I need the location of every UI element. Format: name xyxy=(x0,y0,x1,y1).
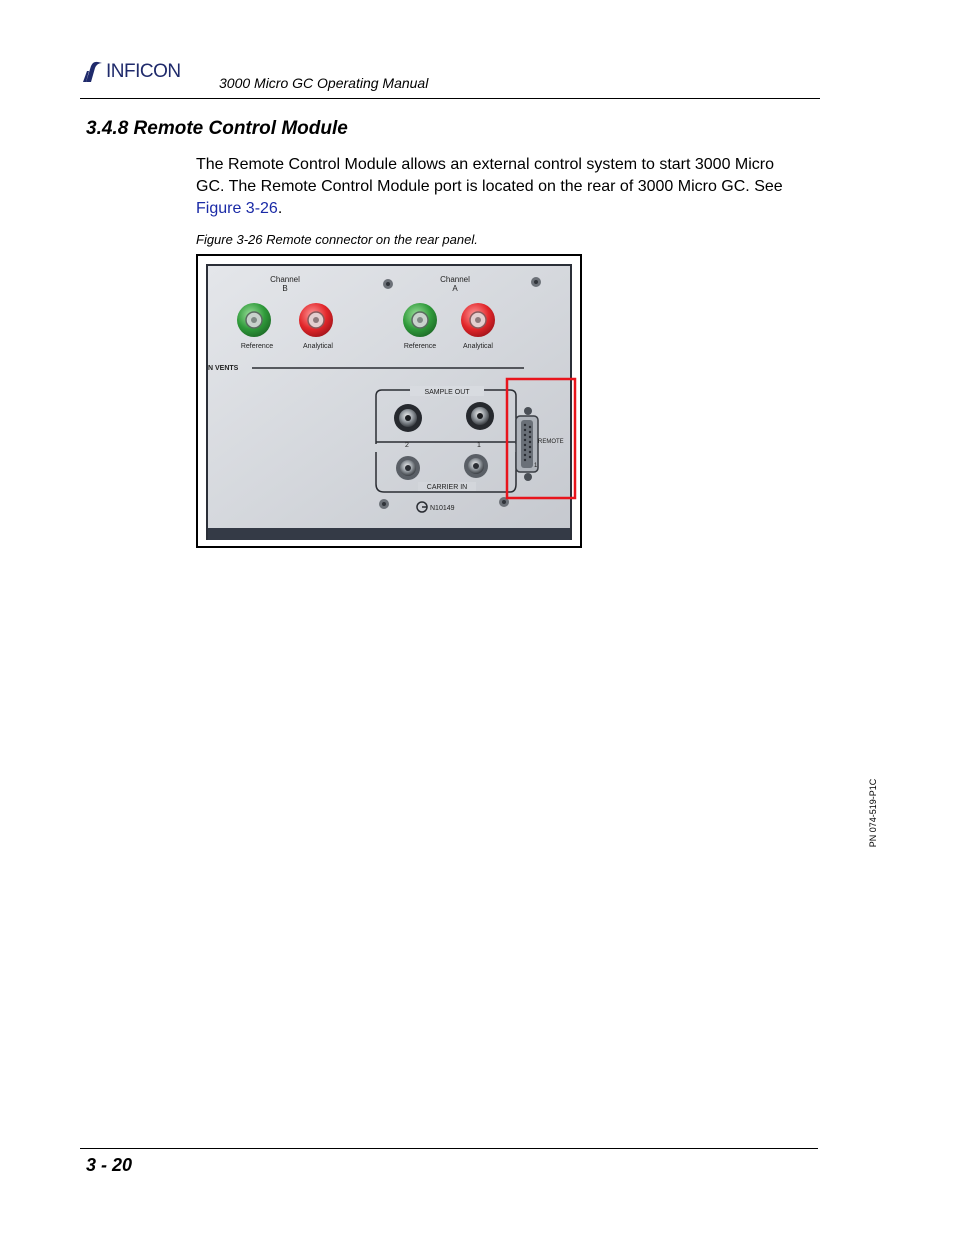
carrier-in-label: CARRIER IN xyxy=(426,484,468,491)
sample-out-label: SAMPLE OUT xyxy=(424,389,470,396)
logo-text: INFICON xyxy=(106,61,181,82)
reference-a-label: Reference xyxy=(403,343,437,350)
channel-a-letter: A xyxy=(452,284,458,293)
port-1-label: 1 xyxy=(477,442,481,449)
channel-b-letter: B xyxy=(282,284,288,293)
vents-label: N VENTS xyxy=(208,365,239,372)
analytical-b-connector-icon xyxy=(299,303,333,337)
manual-title: 3000 Micro GC Operating Manual xyxy=(219,75,429,91)
analytical-b-label: Analytical xyxy=(303,343,333,350)
serial-label: N10149 xyxy=(430,505,455,512)
sample-out-port-2-icon xyxy=(394,404,422,432)
inficon-logo xyxy=(82,60,181,84)
rear-panel-photo xyxy=(198,256,580,546)
channel-b-label: Channel xyxy=(270,275,300,284)
body-paragraph xyxy=(196,154,796,220)
footer-rule xyxy=(80,1148,818,1149)
analytical-a-label: Analytical xyxy=(463,343,493,350)
figure-link[interactable]: Figure 3-26 xyxy=(196,200,278,217)
remote-connector-icon xyxy=(516,407,538,481)
carrier-in-port-1-icon xyxy=(464,454,488,478)
figure-caption: Figure 3-26 Remote connector on the rear panel. xyxy=(196,232,478,247)
sample-out-port-1-icon xyxy=(466,402,494,430)
reference-b-connector-icon xyxy=(237,303,271,337)
port-2-label: 2 xyxy=(405,442,409,449)
channel-a-label: Channel xyxy=(440,275,470,284)
page-number: 3 - 20 xyxy=(86,1155,133,1175)
body-text-end: . xyxy=(277,200,283,217)
section-heading: 3.4.8 Remote Control Module xyxy=(86,118,348,139)
analytical-a-connector-icon xyxy=(461,303,495,337)
remote-pin-label: 1 xyxy=(534,463,538,469)
remote-label: REMOTE xyxy=(538,439,564,445)
body-text-start: The Remote Control Module allows an external control system to start 3000 Micro GC. The Remote Control Module port is located on the rear of 3000 Micro GC. See xyxy=(196,156,783,195)
header-rule xyxy=(80,98,820,99)
reference-a-connector-icon xyxy=(403,303,437,337)
part-number: PN 074-519-P1C xyxy=(868,778,878,848)
carrier-in-port-2-icon xyxy=(396,456,420,480)
panel-base xyxy=(208,528,570,540)
figure-frame xyxy=(196,254,582,548)
reference-b-label: Reference xyxy=(240,343,274,350)
inficon-logo-icon xyxy=(82,60,104,84)
